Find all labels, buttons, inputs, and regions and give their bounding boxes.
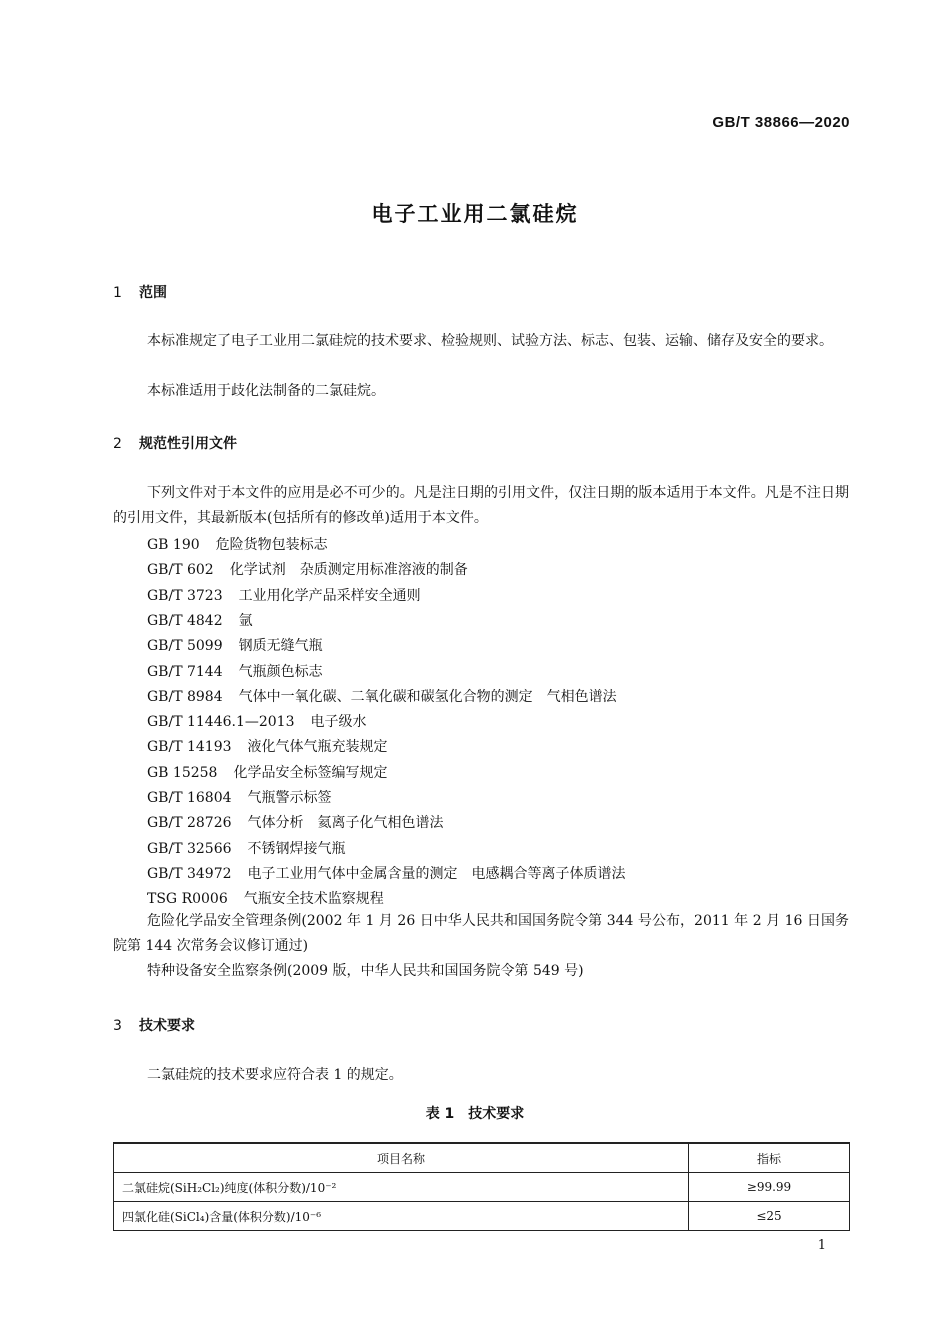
column-header-item: 项目名称: [114, 1143, 689, 1173]
reference-title: 电子级水: [310, 714, 367, 731]
reference-item: [147, 534, 328, 554]
table-header-row: [114, 1143, 850, 1173]
section-heading-scope: [113, 282, 167, 302]
scope-paragraph-1: 本标准规定了电子工业用二氯硅烷的技术要求、检验规则、试验方法、标志、包装、运输、储存及安全的要求。: [147, 333, 833, 349]
section-number: 2: [113, 436, 122, 452]
table-row: [114, 1202, 850, 1231]
reference-title: 电子工业用气体中金属含量的测定 电感耦合等离子体质谱法: [247, 865, 626, 882]
regulation-paragraph-1: 危险化学品安全管理条例(2002 年 1 月 26 日中华人民共和国国务院令第 344 号公布，2011 年 2 月 16 日国务院第 144 次常务会议修订通过): [113, 913, 849, 954]
table-caption: 表 1 技术要求: [425, 1106, 525, 1122]
reference-item: [147, 888, 384, 908]
reference-title: 气瓶安全技术监察规程: [243, 891, 384, 908]
reference-title: 化学试剂 杂质测定用标准溶液的制备: [229, 562, 468, 579]
reference-title: 液化气体气瓶充装规定: [247, 739, 388, 756]
reference-item: [147, 863, 626, 883]
reference-code: GB/T 28726: [147, 815, 232, 832]
page-number: 1: [817, 1238, 826, 1253]
references-intro-paragraph: 下列文件对于本文件的应用是必不可少的。凡是注日期的引用文件，仅注日期的版本适用于本文件。凡是不注日期的引用文件，其最新版本(包括所有的修改单)适用于本文件。: [113, 485, 849, 526]
reference-item: [147, 787, 332, 807]
standard-code: GB/T 38866—2020: [712, 114, 850, 131]
reference-code: GB/T 5099: [147, 638, 223, 655]
table-cell-value: ≥99.99: [689, 1173, 850, 1202]
table-row: [114, 1173, 850, 1202]
reference-code: GB/T 14193: [147, 739, 232, 756]
reference-code: GB/T 7144: [147, 663, 223, 680]
section-number: 3: [113, 1018, 122, 1034]
table-cell-item: 二氯硅烷(SiH₂Cl₂)纯度(体积分数)/10⁻²: [114, 1173, 689, 1202]
reference-code: GB/T 4842: [147, 612, 223, 629]
section-title: 技术要求: [139, 1018, 195, 1034]
reference-title: 气体分析 氦离子化气相色谱法: [247, 815, 444, 832]
reference-title: 工业用化学产品采样安全通则: [238, 587, 421, 604]
regulation-paragraph-2: 特种设备安全监察条例(2009 版，中华人民共和国国务院令第 549 号): [147, 963, 584, 979]
requirements-paragraph: 二氯硅烷的技术要求应符合表 1 的规定。: [147, 1067, 403, 1083]
reference-code: GB/T 32566: [147, 840, 232, 857]
reference-item: [147, 610, 253, 630]
reference-title: 不锈钢焊接气瓶: [247, 840, 346, 857]
reference-code: GB/T 3723: [147, 587, 223, 604]
reference-item: [147, 711, 367, 731]
reference-item: [147, 686, 617, 706]
reference-code: GB 15258: [147, 764, 218, 781]
reference-item: [147, 812, 444, 832]
reference-title: 钢质无缝气瓶: [238, 638, 323, 655]
section-title: 范围: [139, 285, 167, 301]
reference-code: GB/T 11446.1—2013: [147, 714, 295, 731]
reference-title: 气体中一氧化碳、二氧化碳和碳氢化合物的测定 气相色谱法: [238, 688, 617, 705]
reference-code: TSG R0006: [147, 891, 228, 908]
reference-code: GB/T 16804: [147, 790, 232, 806]
column-header-value: 指标: [689, 1143, 850, 1173]
section-heading-normative-references: [113, 433, 237, 453]
reference-code: GB 190: [147, 537, 200, 553]
table-cell-value: ≤25: [689, 1202, 850, 1231]
section-heading-technical-requirements: [113, 1015, 195, 1035]
section-title: 规范性引用文件: [139, 436, 237, 452]
document-title: 电子工业用二氯硅烷: [371, 202, 579, 226]
technical-requirements-table: [113, 1142, 850, 1231]
reference-title: 氩: [238, 612, 253, 629]
table-cell-item: 四氯化硅(SiCl₄)含量(体积分数)/10⁻⁶: [114, 1202, 689, 1231]
reference-item: [147, 736, 388, 756]
reference-item: [147, 762, 387, 782]
reference-item: [147, 838, 346, 858]
section-number: 1: [113, 285, 122, 301]
reference-item: [147, 585, 421, 605]
reference-title: 气瓶颜色标志: [238, 663, 323, 680]
reference-item: [147, 559, 468, 579]
reference-title: 危险货物包装标志: [215, 537, 328, 553]
reference-code: GB/T 34972: [147, 865, 232, 882]
reference-title: 气瓶警示标签: [247, 790, 332, 806]
reference-code: GB/T 602: [147, 562, 214, 579]
scope-paragraph-2: 本标准适用于歧化法制备的二氯硅烷。: [147, 383, 385, 399]
reference-item: [147, 635, 323, 655]
reference-code: GB/T 8984: [147, 688, 223, 705]
reference-item: [147, 661, 323, 681]
reference-title: 化学品安全标签编写规定: [233, 764, 388, 781]
